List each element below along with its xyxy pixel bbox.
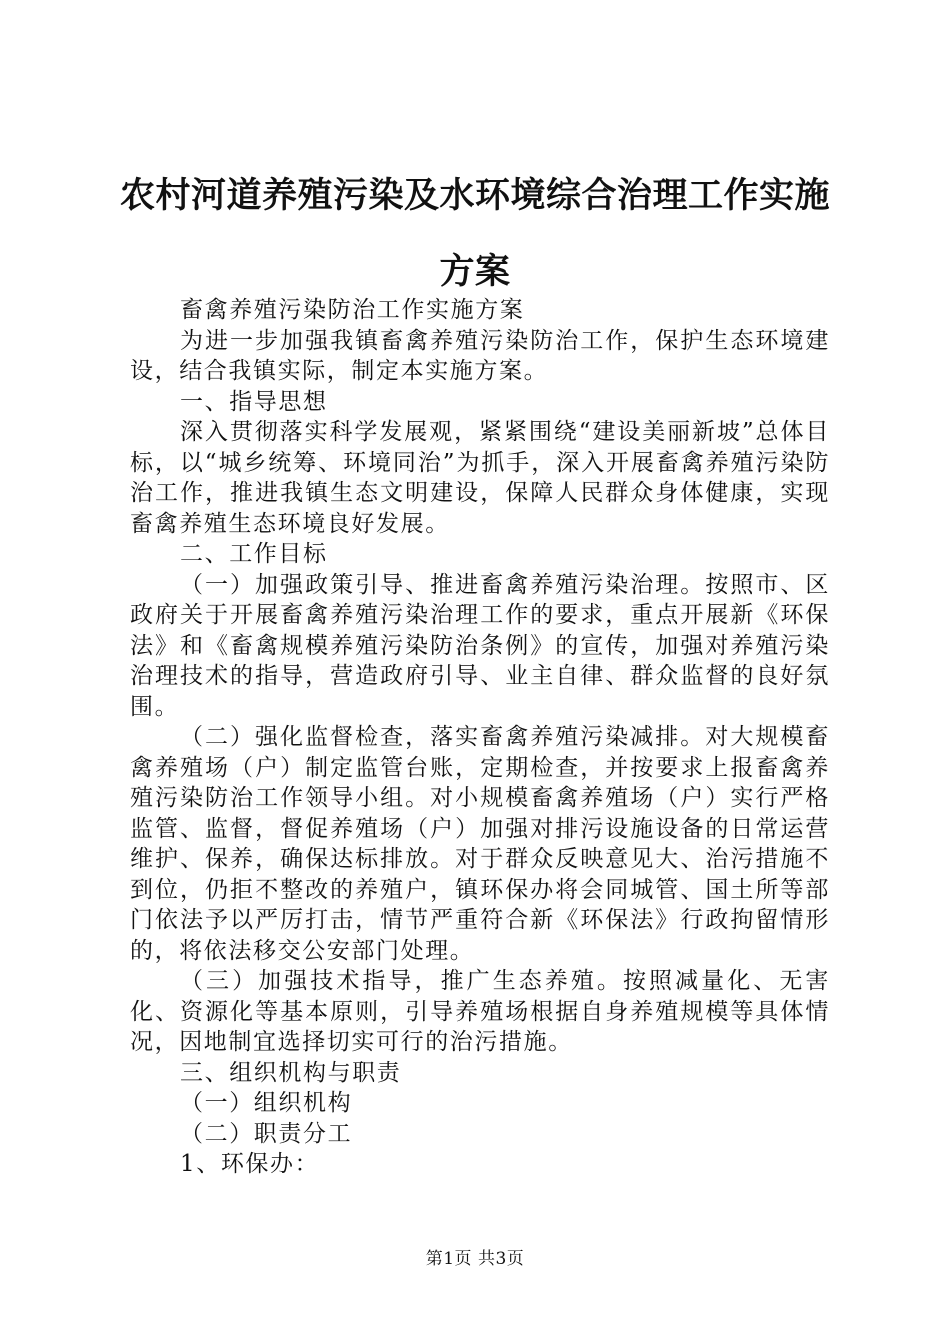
section-heading-3: 三、组织机构与职责 <box>180 1059 402 1086</box>
subsection-duties: （二）职责分工 <box>180 1120 353 1147</box>
paragraph-intro: 为进一步加强我镇畜禽养殖污染防治工作，保护生态环境建设，结合我镇实际，制定本实施方案。 <box>130 327 830 384</box>
section-heading-1: 一、指导思想 <box>180 388 328 415</box>
document-title: 农村河道养殖污染及水环境综合治理工作实施方案 <box>119 176 830 292</box>
paragraph-goal-1: （一）加强政策引导、推进畜禽养殖污染治理。按照市、区政府关于开展畜禽养殖污染治理工作的要求，重点开展新《环保法》和《畜禽规模养殖污染防治条例》的宣传，加强对养殖污染治理技术的指导，营造政府引导、业主自律、群众监督的良好氛围。 <box>130 571 830 720</box>
section-heading-2: 二、工作目标 <box>180 541 328 567</box>
page-footer: 第1页 共3页 <box>425 1249 525 1269</box>
item-environmental-office: 1、环保办： <box>180 1151 320 1177</box>
paragraph-goal-2: （二）强化监督检查，落实畜禽养殖污染减排。对大规模畜禽养殖场（户）制定监管台账，定期检查，并按要求上报畜禽养殖污染防治工作领导小组。对小规模畜禽养殖场（户）实行严格监管、监督，督促养殖场（户）加强对排污设施设备的日常运营维护、保养，确保达标排放。对于群众反映意见大、治污措施不到位，仍拒不整改的养殖户，镇环保办将会同城管、国土所等部门依法予以严厉打击，情节严重符合新《环保法》行政拘留情形的，将依法移交公安部门处理。 <box>130 724 830 964</box>
document-body <box>130 295 830 1180</box>
paragraph-goal-3: （三）加强技术指导，推广生态养殖。按照减量化、无害化、资源化等基本原则，引导养殖场根据自身养殖规模等具体情况，因地制宜选择切实可行的治污措施。 <box>130 968 830 1055</box>
paragraph-guiding-thought: 深入贯彻落实科学发展观，紧紧围绕“建设美丽新坡”总体目标，以“城乡统筹、环境同治”为抓手，深入开展畜禽养殖污染防治工作，推进我镇生态文明建设，保障人民群众身体健康，实现畜禽养殖生态环境良好发展。 <box>130 419 830 537</box>
subsection-organization: （一）组织机构 <box>180 1090 353 1116</box>
paragraph-subtitle: 畜禽养殖污染防治工作实施方案 <box>180 297 525 323</box>
